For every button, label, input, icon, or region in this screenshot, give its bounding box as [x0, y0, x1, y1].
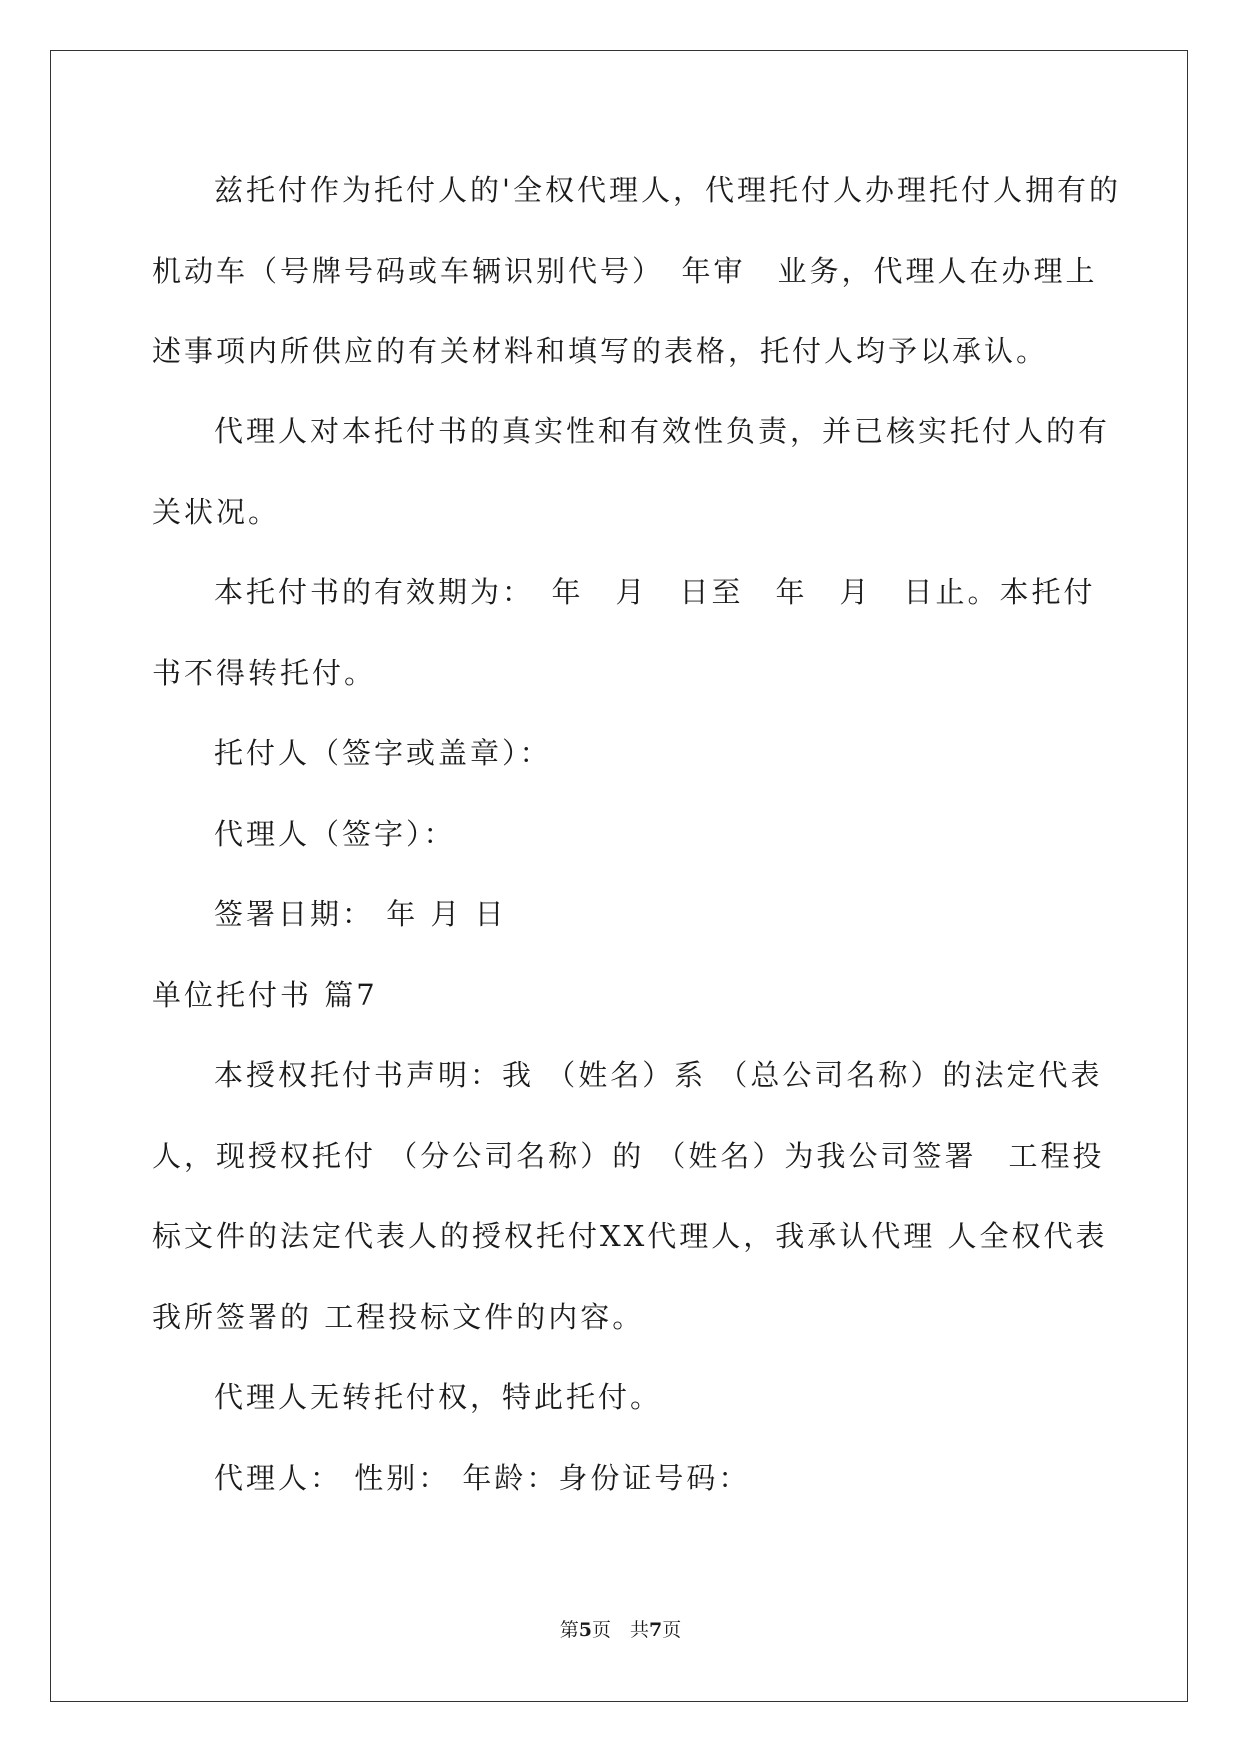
- footer-middle: 页 共: [591, 1619, 649, 1641]
- agent-info-line: 代理人： 性别： 年龄：身份证号码：: [214, 1461, 751, 1495]
- paragraph-line: 本授权托付书声明：我 （姓名）系 （总公司名称）的法定代表: [214, 1058, 1103, 1092]
- paragraph-line: 述事项内所供应的有关材料和填写的表格，托付人均予以承认。: [152, 334, 1049, 368]
- paragraph-line: 人，现授权托付 （分公司名称）的 （姓名）为我公司签署 工程投: [152, 1139, 1105, 1173]
- signature-line-agent: 代理人（签字）：: [214, 817, 456, 851]
- paragraph-line: 本托付书的有效期为： 年 月 日至 年 月 日止。本托付: [214, 575, 1096, 609]
- footer-prefix: 第: [559, 1619, 579, 1641]
- paragraph-line: 书不得转托付。: [152, 656, 377, 690]
- signing-date-line: 签署日期： 年 月 日: [214, 897, 507, 931]
- signature-line-principal: 托付人（签字或盖章）：: [214, 736, 552, 770]
- page-frame: [50, 50, 1188, 1702]
- paragraph-line: 关状况。: [152, 495, 281, 529]
- section-heading: 单位托付书 篇7: [152, 978, 378, 1012]
- paragraph-line: 机动车（号牌号码或车辆识别代号） 年审 业务，代理人在办理上: [152, 254, 1098, 288]
- footer-page-number: 5: [578, 1619, 592, 1641]
- paragraph-line: 代理人无转托付权，特此托付。: [214, 1380, 663, 1414]
- page-footer: [0, 1618, 1241, 1642]
- paragraph-line: 兹托付作为托付人的'全权代理人，代理托付人办理托付人拥有的: [214, 173, 1121, 207]
- paragraph-line: 代理人对本托付书的真实性和有效性负责，并已核实托付人的有: [214, 414, 1111, 448]
- paragraph-line: 标文件的法定代表人的授权托付XX代理人，我承认代理 人全权代表: [152, 1219, 1108, 1253]
- footer-suffix: 页: [662, 1619, 682, 1641]
- paragraph-line: 我所签署的 工程投标文件的内容。: [152, 1300, 645, 1334]
- footer-total-pages: 7: [649, 1619, 663, 1641]
